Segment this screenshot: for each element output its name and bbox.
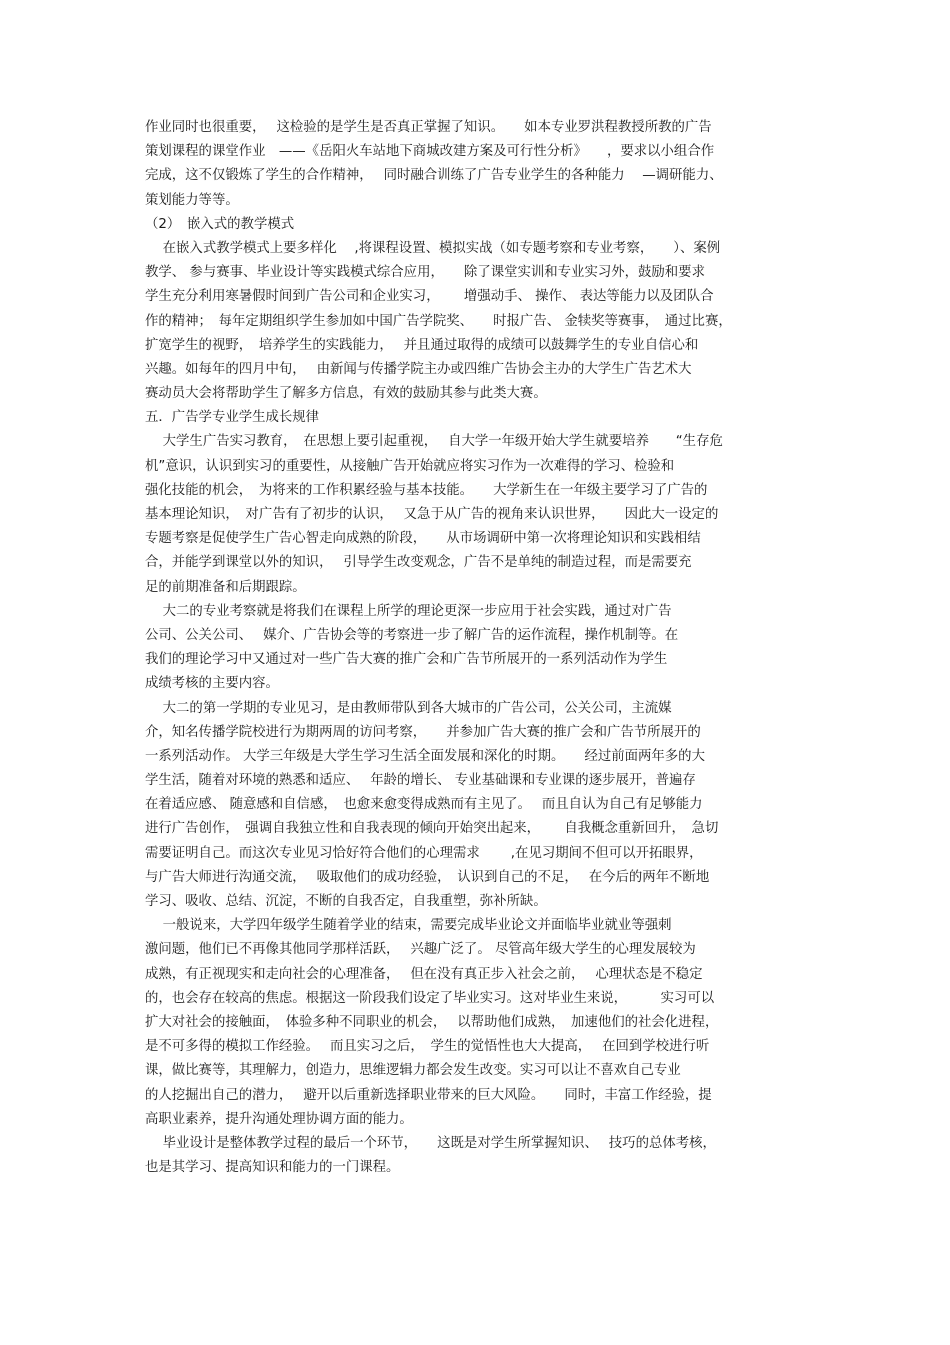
text-line: 大二的第一学期的专业见习，是由教师带队到各大城市的广告公司，公关公司，主流媒: [145, 700, 672, 716]
text-line: 课，做比赛等，其理解力，创造力，思维逻辑力都会发生改变。实习可以让不喜欢自己专业: [145, 1063, 681, 1079]
text-line: 大二的专业考察就是将我们在课程上所学的理论更深一步应用于社会实践，通过对广告: [145, 603, 672, 619]
text-line: 进行广告创作， 强调自我独立性和自我表现的倾向开始突出起来， 自我概念重新回升， 急切: [145, 821, 719, 837]
text-line: 专题考察是促使学生广告心智走向成熟的阶段， 从市场调研中第一次将理论知识和实践相结: [145, 531, 701, 547]
text-line: 强化技能的机会， 为将来的工作积累经验与基本技能。 大学新生在一年级主要学习了广告的: [145, 482, 708, 498]
text-line: 机”意识，认识到实习的重要性，从接触广告开始就应将实习作为一次难得的学习、检验和: [145, 458, 675, 474]
text-line: 成绩考核的主要内容。: [145, 676, 279, 692]
text-line: 赛动员大会将帮助学生了解多方信息，有效的鼓励其参与此类大赛。: [145, 386, 547, 402]
text-line: 扩大对社会的接触面， 体验多种不同职业的机会， 以帮助他们成熟， 加速他们的社会化进程，: [145, 1014, 719, 1030]
text-line: 也是其学习、提高知识和能力的一门课程。: [145, 1160, 400, 1176]
text-line: 激问题，他们已不再像其他同学那样活跃， 兴趣广泛了。 尽管高年级大学生的心理发展较为: [145, 942, 696, 958]
text-line: 成熟，有正视现实和走向社会的心理准备， 但在没有真正步入社会之前， 心理状态是不稳定: [145, 966, 703, 982]
text-line: 基本理论知识， 对广告有了初步的认识， 又急于从广告的视角来认识世界， 因此大一设定的: [145, 507, 719, 522]
text-line: 是不可多得的模拟工作经验。 而且实习之后， 学生的觉悟性也大大提高， 在回到学校进行听: [145, 1039, 710, 1055]
text-line: 公司、公关公司、 媒介、广告协会等的考察进一步了解广告的运作流程，操作机制等。在: [145, 627, 679, 643]
text-line: 毕业设计是整体教学过程的最后一个环节， 这既是对学生所掌握知识、 技巧的总体考核，: [145, 1135, 716, 1151]
text-line: 一般说来，大学四年级学生随着学业的结束，需要完成毕业论文并面临毕业就业等强刺: [145, 918, 672, 934]
section-heading: 五．广告学专业学生成长规律: [145, 410, 320, 426]
text-line: 足的前期准备和后期跟踪。: [145, 579, 306, 595]
section-heading: （2） 嵌入式的教学模式: [145, 216, 295, 232]
text-line: 在嵌入式教学模式上要多样化 ,将课程设置、模拟实战（如专题考察和专业考察， ）、案例: [145, 240, 721, 256]
text-line: 需要证明自己。而这次专业见习恰好符合他们的心理需求 ,在见习期间不但可以开拓眼界，: [145, 845, 703, 861]
text-line: 作的精神； 每年定期组织学生参加如中国广告学院奖、 时报广告、 金犊奖等赛事， 通过比赛，: [145, 313, 732, 329]
document-body: [145, 116, 810, 1180]
text-line: 扩宽学生的视野， 培养学生的实践能力， 并且通过取得的成绩可以鼓舞学生的专业自信心和: [145, 337, 699, 353]
text-line: 大学生广告实习教育， 在思想上要引起重视， 自大学一年级开始大学生就要培养 “生存危: [145, 434, 723, 450]
text-line: 完成，这不仅锻炼了学生的合作精神， 同时融合训练了广告专业学生的各种能力 —调研能力、: [145, 168, 723, 184]
text-line: 策划课程的课堂作业 ——《岳阳火车站地下商城改建方案及可行性分析》 ，要求以小组合作: [145, 144, 715, 160]
text-line: 兴趣。如每年的四月中旬， 由新闻与传播学院主办或四维广告协会主办的大学生广告艺术大: [145, 361, 692, 377]
text-line: 学生充分利用寒暑假时间到广告公司和企业实习， 增强动手、 操作、 表达等能力以及团队合: [145, 289, 714, 305]
text-line: 学习、吸收、总结、沉淀，不断的自我否定，自我重塑，弥补所缺。: [145, 894, 547, 909]
text-line: 在着适应感、 随意感和自信感， 也愈来愈变得成熟而有主见了。 而且自认为自己有足够能力: [145, 797, 703, 813]
text-line: 高职业素养，提升沟通处理协调方面的能力。: [145, 1111, 413, 1127]
text-line: 的，也会存在较高的焦虑。根据这一阶段我们设定了毕业实习。这对毕业生来说， 实习可以: [145, 990, 715, 1006]
text-line: 作业同时也很重要， 这检验的是学生是否真正掌握了知识。 如本专业罗洪程教授所教的广告: [145, 120, 712, 135]
text-line: 合，并能学到课堂以外的知识， 引导学生改变观念，广告不是单纯的制造过程，而是需要充: [145, 555, 692, 571]
text-line: 一系列活动作。 大学三年级是大学生学习生活全面发展和深化的时期。 经过前面两年多的大: [145, 748, 705, 764]
text-line: 与广告大师进行沟通交流， 吸取他们的成功经验， 认识到自己的不足， 在今后的两年不断地: [145, 869, 710, 885]
text-line: 策划能力等等。: [145, 192, 239, 208]
text-line: 教学、 参与赛事、毕业设计等实践模式综合应用， 除了课堂实训和专业实习外，鼓励和要求: [145, 265, 705, 281]
text-line: 介，知名传播学院校进行为期两周的访问考察， 并参加广告大赛的推广会和广告节所展开的: [145, 724, 701, 740]
text-line: 学生活，随着对环境的熟悉和适应、 年龄的增长、 专业基础课和专业课的逐步展开，普遍存: [145, 773, 696, 789]
text-line: 的人挖掘出自己的潜力， 避开以后重新选择职业带来的巨大风险。 同时，丰富工作经验，提: [145, 1087, 712, 1103]
text-line: 我们的理论学习中又通过对一些广告大赛的推广会和广告节所展开的一系列活动作为学生: [145, 652, 668, 668]
